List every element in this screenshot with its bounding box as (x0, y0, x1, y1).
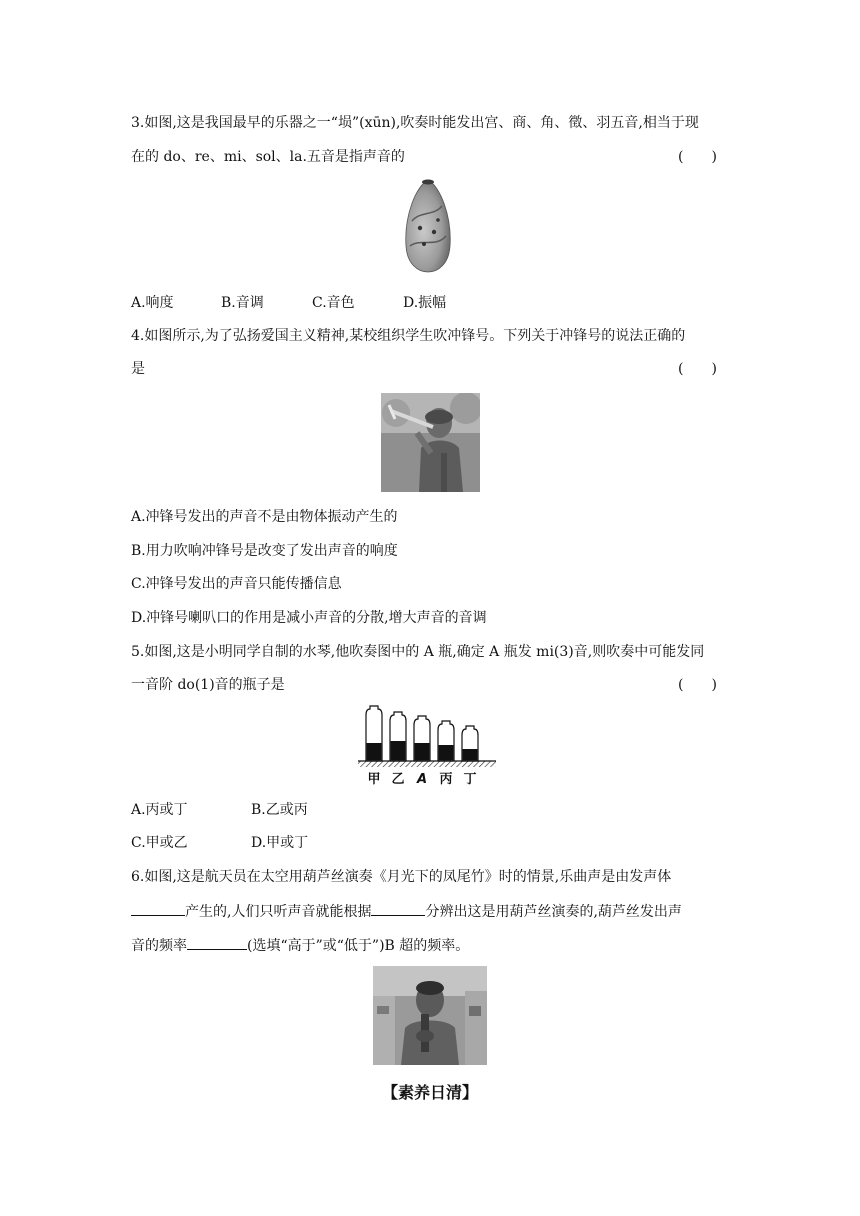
xun-instrument-image (398, 176, 458, 276)
label-ding: 丁 (463, 772, 477, 787)
q4-stem-line2: 是 (131, 361, 145, 377)
q6-stem-line3 (131, 935, 469, 955)
q5-answer-paren: ( ) (678, 677, 717, 693)
bottle-jia (366, 706, 382, 761)
q5-option-d: D.甲或丁 (251, 835, 309, 851)
q5-option-a: A.丙或丁 (131, 802, 188, 818)
q3-stem-line1: 3.如图,这是我国最早的乐器之一“埙”(xūn),吹奏时能发出宫、商、角、徵、羽五音,相当于现 (131, 115, 699, 131)
q4-option-a: A.冲锋号发出的声音不是由物体振动产生的 (131, 509, 398, 525)
q4-stem-line1: 4.如图所示,为了弘扬爱国主义精神,某校组织学生吹冲锋号。下列关于冲锋号的说法正确的 (131, 328, 686, 344)
q3-option-c: C.音色 (312, 295, 355, 311)
q3-option-d: D.振幅 (403, 295, 447, 311)
label-bing: 丙 (439, 772, 453, 787)
label-jia: 甲 (367, 772, 381, 787)
bottle-yi (390, 712, 406, 761)
bugle-student-photo (381, 393, 480, 492)
q6-line3-part-b: (选填“高于”或“低于”)B 超的频率。 (247, 938, 470, 954)
q3-answer-paren: ( ) (678, 149, 717, 165)
q6-stem-line1: 6.如图,这是航天员在太空用葫芦丝演奏《月光下的凤尾竹》时的情景,乐曲声是由发声体 (131, 869, 672, 885)
q6-stem-line2 (131, 901, 682, 921)
water-bottles-diagram (356, 703, 498, 787)
q3-option-b: B.音调 (221, 295, 264, 311)
bottle-a (414, 716, 430, 761)
astronaut-hulusi-photo (373, 966, 487, 1065)
q4-answer-paren: ( ) (678, 361, 717, 377)
q6-blank-3[interactable] (187, 935, 247, 950)
label-yi: 乙 (391, 772, 405, 787)
q3-stem-line2: 在的 do、re、mi、sol、la.五音是指声音的 (131, 149, 405, 165)
q6-line2-part-b: 分辨出这是用葫芦丝演奏的,葫芦丝发出声 (425, 904, 682, 920)
bottle-bing (438, 721, 454, 761)
q5-option-b: B.乙或丙 (251, 802, 308, 818)
label-a: A (416, 772, 428, 787)
bottle-ding (462, 726, 478, 761)
q4-option-d: D.冲锋号喇叭口的作用是减小声音的分散,增大声音的音调 (131, 610, 487, 626)
q6-line3-part-a: 音的频率 (131, 938, 187, 954)
q6-blank-2[interactable] (371, 901, 425, 916)
q5-option-c: C.甲或乙 (131, 835, 188, 851)
q5-stem-line1: 5.如图,这是小明同学自制的水琴,他吹奏图中的 A 瓶,确定 A 瓶发 mi(3)音,则吹奏中可能发同 (131, 644, 705, 660)
q4-option-c: C.冲锋号发出的声音只能传播信息 (131, 576, 342, 592)
section-title: 【素养日清】 (381, 1083, 478, 1102)
q4-option-b: B.用力吹响冲锋号是改变了发出声音的响度 (131, 543, 398, 559)
q6-line2-part-a: 产生的,人们只听声音就能根据 (185, 904, 372, 920)
q6-blank-1[interactable] (131, 901, 185, 916)
q3-option-a: A.响度 (131, 295, 174, 311)
q5-stem-line2: 一音阶 do(1)音的瓶子是 (131, 677, 285, 693)
